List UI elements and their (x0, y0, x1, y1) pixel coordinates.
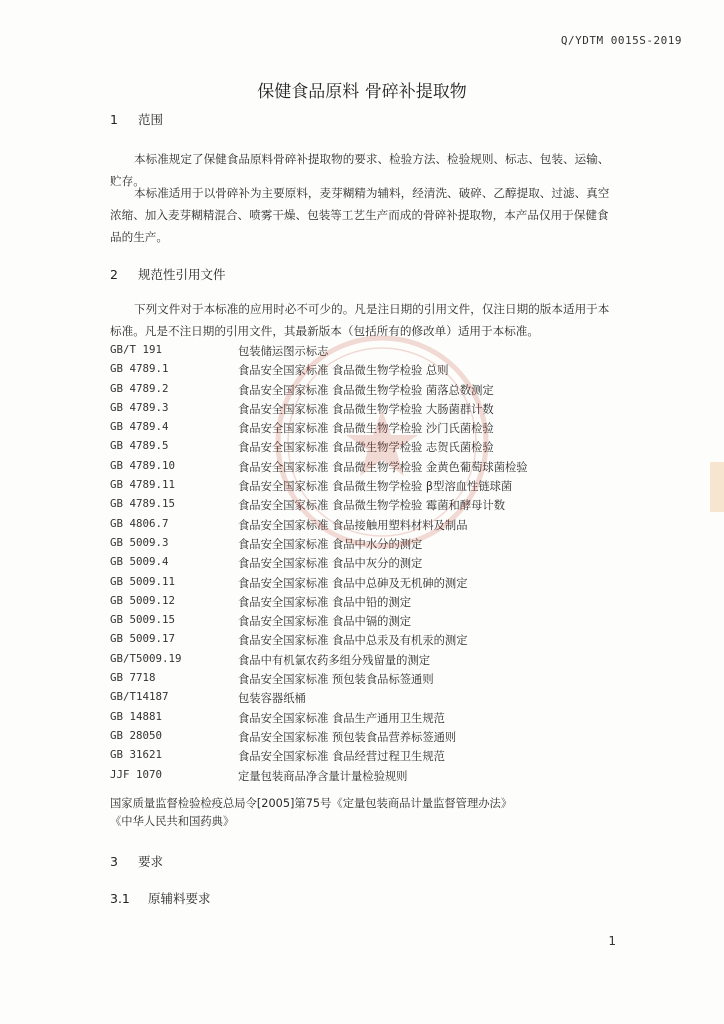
reference-row (110, 575, 630, 594)
reference-code: GB 4789.1 (110, 362, 169, 376)
reference-name: 食品安全国家标准 食品微生物学检验 菌落总数测定 (238, 383, 494, 397)
reference-name: 食品安全国家标准 食品微生物学检验 霉菌和酵母计数 (238, 499, 506, 513)
reference-row (110, 362, 630, 381)
reference-name: 食品安全国家标准 食品微生物学检验 β型溶血性链球菌 (238, 480, 513, 494)
reference-name: 食品安全国家标准 预包装食品营养标签通则 (238, 730, 457, 744)
reference-name: 包装储运图示标志 (238, 345, 329, 358)
page-edge-mark (710, 462, 724, 512)
section-number: 3 (110, 854, 118, 869)
reference-code: GB 5009.11 (110, 574, 176, 588)
extra-reference: 《中华人民共和国药典》 (110, 815, 235, 828)
reference-code: GB 4789.10 (110, 458, 176, 472)
reference-row (110, 420, 630, 439)
page-number: 1 (608, 934, 616, 948)
reference-row (110, 555, 630, 574)
reference-row (110, 652, 630, 671)
reference-row (110, 478, 630, 497)
reference-code: GB 31621 (110, 748, 163, 762)
reference-name: 食品安全国家标准 食品中镉的测定 (238, 615, 412, 629)
reference-name: 食品安全国家标准 食品微生物学检验 沙门氏菌检验 (238, 422, 494, 436)
reference-code: GB/T5009.19 (110, 651, 182, 665)
reference-code: GB/T14187 (110, 690, 169, 704)
section-number: 3.1 (110, 891, 130, 906)
section-heading-scope (110, 110, 163, 128)
section-title: 要求 (137, 854, 163, 869)
reference-code: GB 7718 (110, 671, 156, 685)
reference-name: 食品安全国家标准 食品微生物学检验 总则 (238, 364, 449, 378)
reference-code: GB 4789.2 (110, 381, 169, 395)
reference-row (110, 439, 630, 458)
reference-row (110, 710, 630, 729)
reference-row (110, 497, 630, 516)
reference-name: 食品安全国家标准 食品生产通用卫生规范 (238, 711, 445, 725)
reference-name: 食品安全国家标准 食品中水分的测定 (238, 537, 423, 551)
document-title: 保健食品原料 骨碎补提取物 (257, 82, 467, 102)
section-heading-raw-materials (110, 889, 211, 907)
section-title: 范围 (137, 112, 163, 127)
reference-row (110, 517, 630, 536)
section-number: 2 (110, 267, 118, 282)
reference-name: 食品安全国家标准 食品中灰分的测定 (238, 557, 423, 571)
reference-code: GB 4806.7 (110, 516, 169, 530)
reference-row (110, 613, 630, 632)
reference-code: GB 5009.17 (110, 632, 176, 646)
reference-name: 食品安全国家标准 食品微生物学检验 大肠菌群计数 (238, 402, 494, 416)
reference-row (110, 594, 630, 613)
scope-paragraph-2: 本标准适用于以骨碎补为主要原料，麦芽糊精为辅料，经清洗、破碎、乙醇提取、过滤、真空浓缩、加入麦芽糊精混合、喷雾干燥、包装等工艺生产而成的骨碎补提取物，本产品仅用于保健食品的生产。 (110, 186, 610, 244)
reference-name: 食品安全国家标准 预包装食品标签通则 (238, 673, 434, 687)
section-title: 原辅料要求 (147, 891, 211, 906)
reference-code: GB 4789.11 (110, 478, 176, 492)
reference-row (110, 536, 630, 555)
references-intro: 下列文件对于本标准的应用时必不可少的。凡是注日期的引用文件，仅注日期的版本适用于本标准。凡是不注日期的引用文件，其最新版本（包括所有的修改单）适用于本标准。 (110, 302, 610, 338)
reference-row (110, 671, 630, 690)
reference-code: GB 5009.4 (110, 555, 169, 569)
reference-row (110, 343, 630, 362)
reference-name: 食品安全国家标准 食品经营过程卫生规范 (238, 750, 445, 764)
reference-row (110, 459, 630, 478)
scope-paragraph-1: 本标准规定了保健食品原料骨碎补提取物的要求、检验方法、检验规则、标志、包装、运输、贮存。 (110, 152, 610, 188)
reference-code: GB 28050 (110, 728, 163, 742)
reference-code: GB 14881 (110, 709, 163, 723)
reference-code: GB/T 191 (110, 343, 163, 356)
reference-row (110, 401, 630, 420)
reference-code: GB 4789.5 (110, 439, 169, 453)
section-number: 1 (110, 112, 118, 127)
reference-name: 食品安全国家标准 食品中总砷及无机砷的测定 (238, 576, 468, 590)
reference-name: 包装容器纸桶 (238, 692, 306, 706)
standard-code: Q/YDTM 0015S-2019 (560, 34, 682, 47)
reference-code: GB 4789.15 (110, 497, 176, 511)
reference-code: GB 5009.12 (110, 593, 176, 607)
reference-row (110, 729, 630, 748)
reference-row (110, 690, 630, 709)
reference-code: GB 5009.15 (110, 613, 176, 627)
section-title: 规范性引用文件 (137, 267, 226, 282)
reference-list (110, 343, 630, 787)
reference-row (110, 382, 630, 401)
section-heading-references (110, 265, 226, 283)
section-heading-requirements (110, 852, 163, 870)
reference-code: GB 4789.4 (110, 420, 169, 434)
reference-name: 食品中有机氯农药多组分残留量的测定 (238, 653, 431, 667)
reference-code: GB 5009.3 (110, 535, 169, 549)
reference-row (110, 748, 630, 767)
reference-name: 食品安全国家标准 食品中总汞及有机汞的测定 (238, 634, 468, 648)
reference-row (110, 632, 630, 651)
reference-name: 食品安全国家标准 食品微生物学检验 金黄色葡萄球菌检验 (238, 460, 528, 474)
reference-name: 食品安全国家标准 食品微生物学检验 志贺氏菌检验 (238, 441, 494, 455)
extra-reference: 国家质量监督检验检疫总局令[2005]第75号《定量包装商品计量监督管理办法》 (110, 797, 513, 810)
reference-code: JJF 1070 (110, 767, 163, 781)
reference-name: 食品安全国家标准 食品接触用塑料材料及制品 (238, 518, 468, 532)
reference-name: 定量包装商品净含量计量检验规则 (238, 769, 408, 783)
reference-code: GB 4789.3 (110, 400, 169, 414)
reference-name: 食品安全国家标准 食品中铅的测定 (238, 595, 412, 609)
reference-row (110, 768, 630, 787)
